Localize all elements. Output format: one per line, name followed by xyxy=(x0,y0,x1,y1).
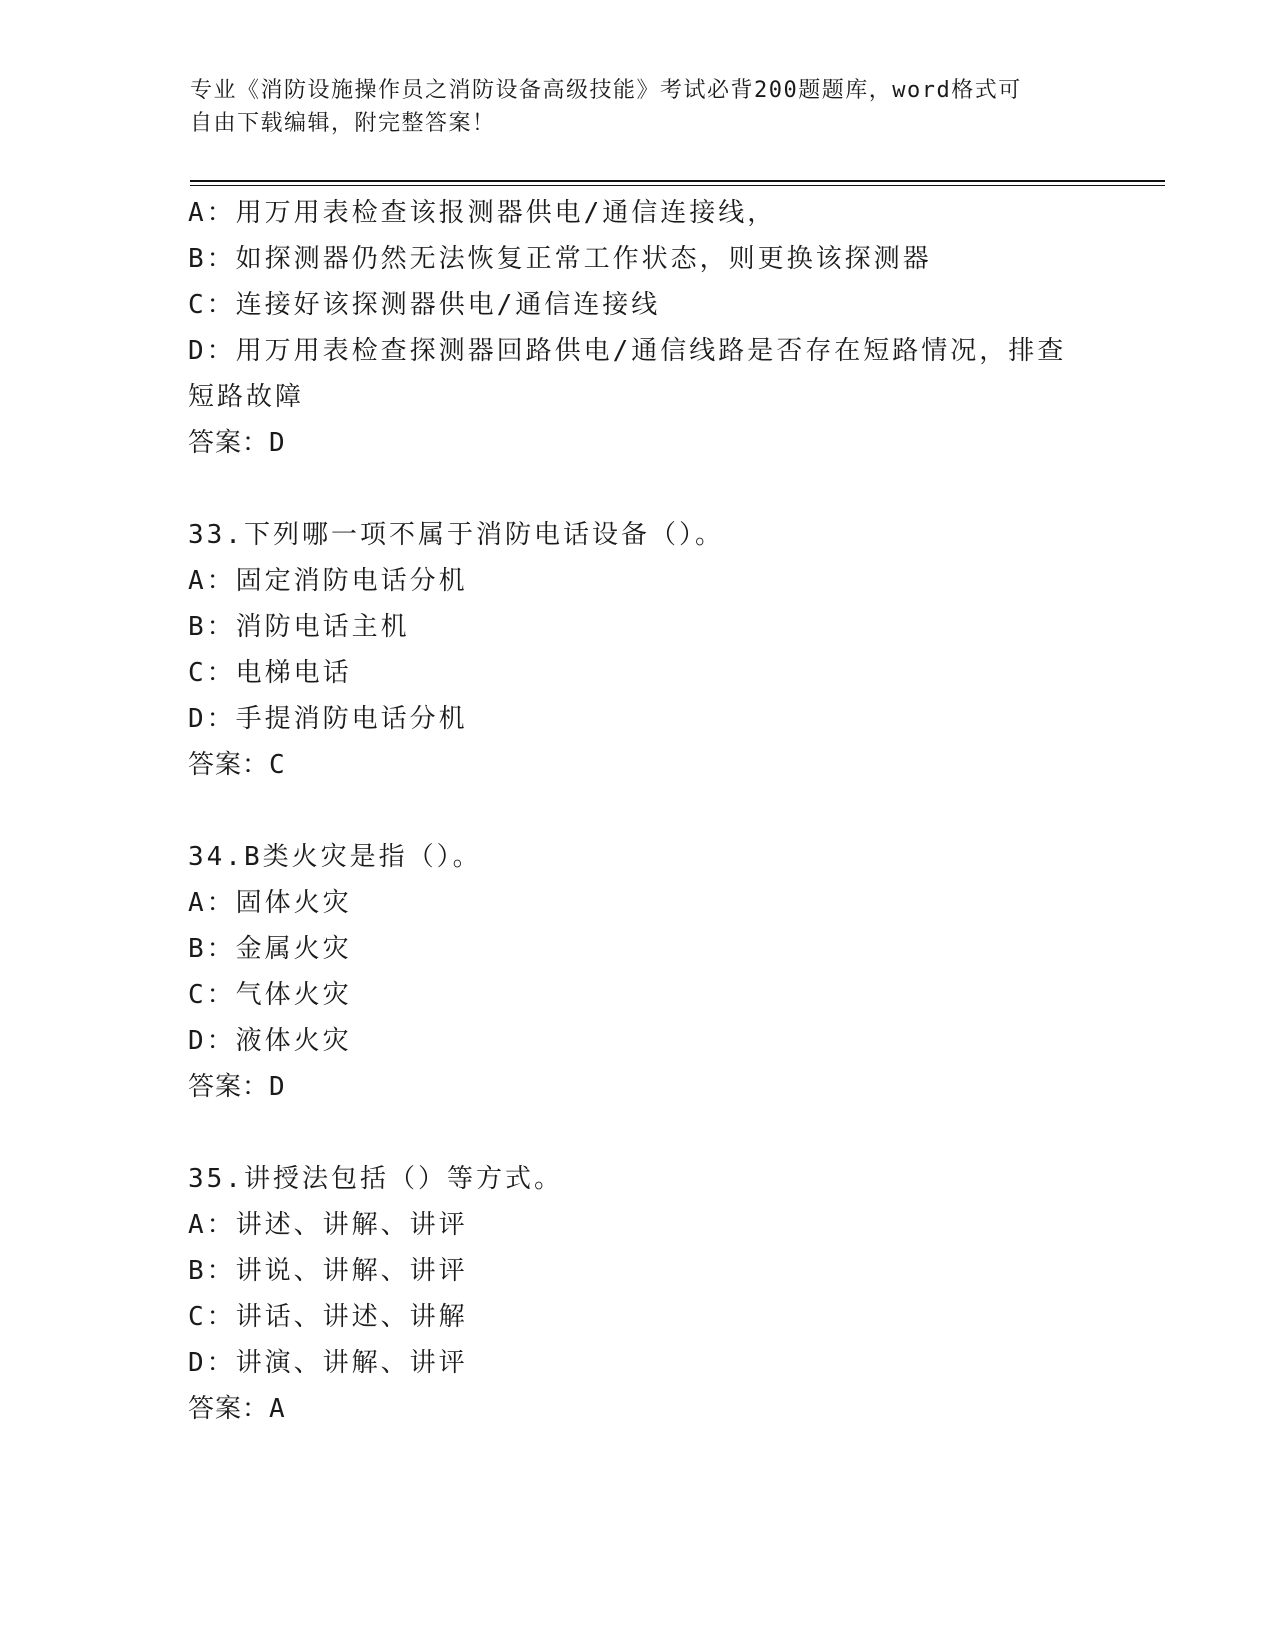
option-d: D：液体火灾 xyxy=(188,1026,352,1056)
answer-label: 答案： xyxy=(188,428,270,458)
answer-value: D xyxy=(269,428,286,458)
header-title-line-2: 自由下载编辑，附完整答案！ xyxy=(190,111,496,136)
question-stem: 34.B类火灾是指（）。 xyxy=(188,842,482,872)
answer-line xyxy=(188,1064,1088,1110)
answer-line xyxy=(188,420,1088,466)
option-a: A：讲述、讲解、讲评 xyxy=(188,1210,468,1240)
answer-label: 答案： xyxy=(188,750,270,780)
spacer xyxy=(188,1110,1088,1156)
question-34 xyxy=(188,834,1088,1110)
option-d: D：讲演、讲解、讲评 xyxy=(188,1348,468,1378)
option-d: D：手提消防电话分机 xyxy=(188,704,468,734)
option-a: A：固定消防电话分机 xyxy=(188,566,468,596)
document-header xyxy=(190,74,1090,140)
option-b: B：金属火灾 xyxy=(188,934,352,964)
spacer xyxy=(188,466,1088,512)
header-divider-thin xyxy=(190,185,1165,186)
option-b: B：讲说、讲解、讲评 xyxy=(188,1256,468,1286)
answer-line xyxy=(188,1386,1088,1432)
answer-value: A xyxy=(269,1394,286,1424)
question-stem: 33.下列哪一项不属于消防电话设备（）。 xyxy=(188,520,724,550)
header-title-line-1: 专业《消防设施操作员之消防设备高级技能》考试必背200题题库，word格式可 xyxy=(190,78,1022,103)
question-stem: 35.讲授法包括（）等方式。 xyxy=(188,1164,563,1194)
answer-label: 答案： xyxy=(188,1394,270,1424)
answer-label: 答案： xyxy=(188,1072,270,1102)
question-35 xyxy=(188,1156,1088,1432)
option-c: C：讲话、讲述、讲解 xyxy=(188,1302,468,1332)
option-c: C：电梯电话 xyxy=(188,658,352,688)
question-list xyxy=(188,190,1088,1432)
option-c: C：气体火灾 xyxy=(188,980,352,1010)
answer-line xyxy=(188,742,1088,788)
answer-value: C xyxy=(269,750,286,780)
option-c: C：连接好该探测器供电/通信连接线 xyxy=(188,290,661,320)
question-32-continued xyxy=(188,190,1088,466)
option-b: B：消防电话主机 xyxy=(188,612,410,642)
option-a: A：固体火灾 xyxy=(188,888,352,918)
question-33 xyxy=(188,512,1088,788)
spacer xyxy=(188,788,1088,834)
option-b: B：如探测器仍然无法恢复正常工作状态，则更换该探测器 xyxy=(188,244,932,274)
option-d-line-2: 短路故障 xyxy=(188,382,305,412)
answer-value: D xyxy=(269,1072,286,1102)
option-d-line-1: D：用万用表检查探测器回路供电/通信线路是否存在短路情况，排查 xyxy=(188,336,1067,366)
option-a: A：用万用表检查该报测器供电/通信连接线， xyxy=(188,198,777,228)
header-divider-thick xyxy=(190,180,1165,182)
